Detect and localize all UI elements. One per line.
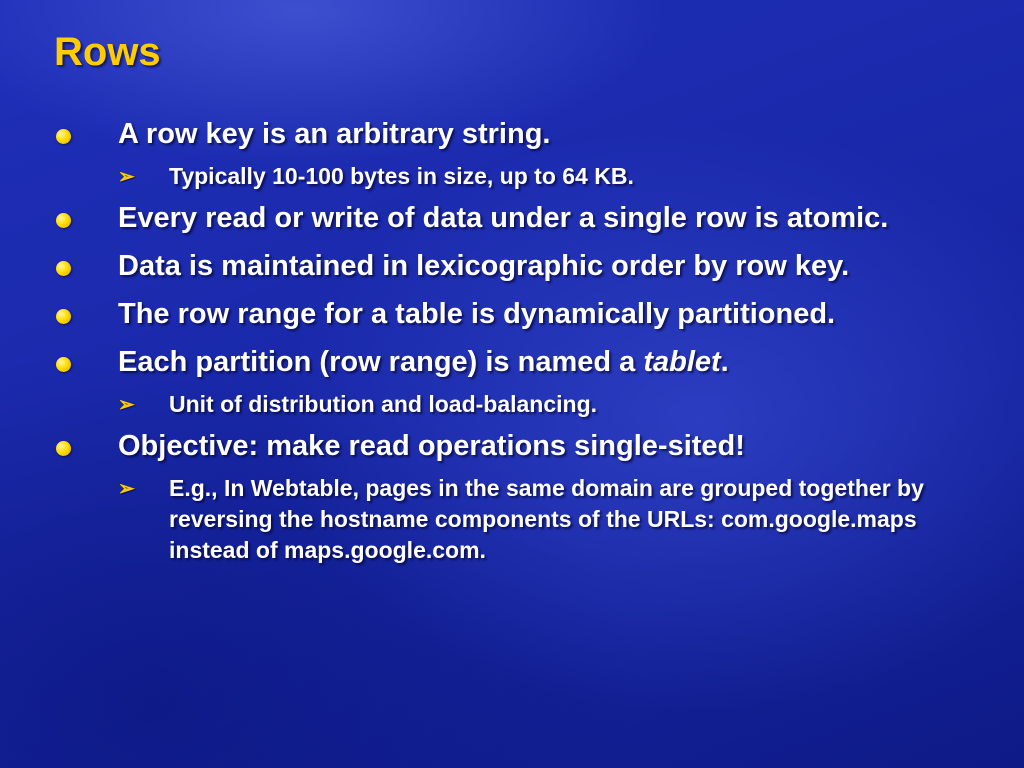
round-bullet-icon [56, 261, 71, 276]
bullet-item [0, 248, 968, 285]
arrowhead-bullet-icon: ➢ [118, 478, 135, 500]
bullet-text: Objective: make read operations single-sited! [118, 430, 745, 462]
bullet-item [0, 296, 968, 333]
round-bullet-icon [56, 357, 71, 372]
sub-bullet-text: Typically 10-100 bytes in size, up to 64 KB. [169, 163, 634, 189]
bullet-list [0, 116, 1000, 574]
round-bullet-icon [56, 441, 71, 456]
bullet-text: The row range for a table is dynamically partitioned. [118, 298, 836, 330]
bullet-text: Data is maintained in lexicographic order by row key. [118, 250, 850, 282]
sub-bullet-item [0, 389, 959, 420]
bullet-text-italic: tablet [643, 346, 721, 378]
bullet-text: A row key is an arbitrary string. [118, 118, 551, 150]
bullet-item [0, 116, 968, 153]
slide-title: Rows [54, 30, 161, 74]
sub-bullet-item [0, 161, 959, 192]
round-bullet-icon [56, 309, 71, 324]
sub-bullet-text: Unit of distribution and load-balancing. [169, 391, 598, 417]
round-bullet-icon [56, 213, 71, 228]
bullet-text-before: Each partition (row range) is named a [118, 346, 644, 378]
bullet-item [0, 344, 968, 381]
bullet-text: Every read or write of data under a single row is atomic. [118, 202, 889, 234]
arrowhead-bullet-icon: ➢ [118, 166, 135, 188]
sub-bullet-text: E.g., In Webtable, pages in the same domain are grouped together by reversing the hostname components of the URLs: com.google.maps instead of maps.google.com. [169, 475, 924, 563]
sub-bullet-item [0, 473, 959, 566]
bullet-text-after: . [720, 346, 729, 378]
arrowhead-bullet-icon: ➢ [118, 394, 135, 416]
bullet-item [0, 428, 968, 465]
round-bullet-icon [56, 129, 71, 144]
bullet-item [0, 200, 968, 237]
